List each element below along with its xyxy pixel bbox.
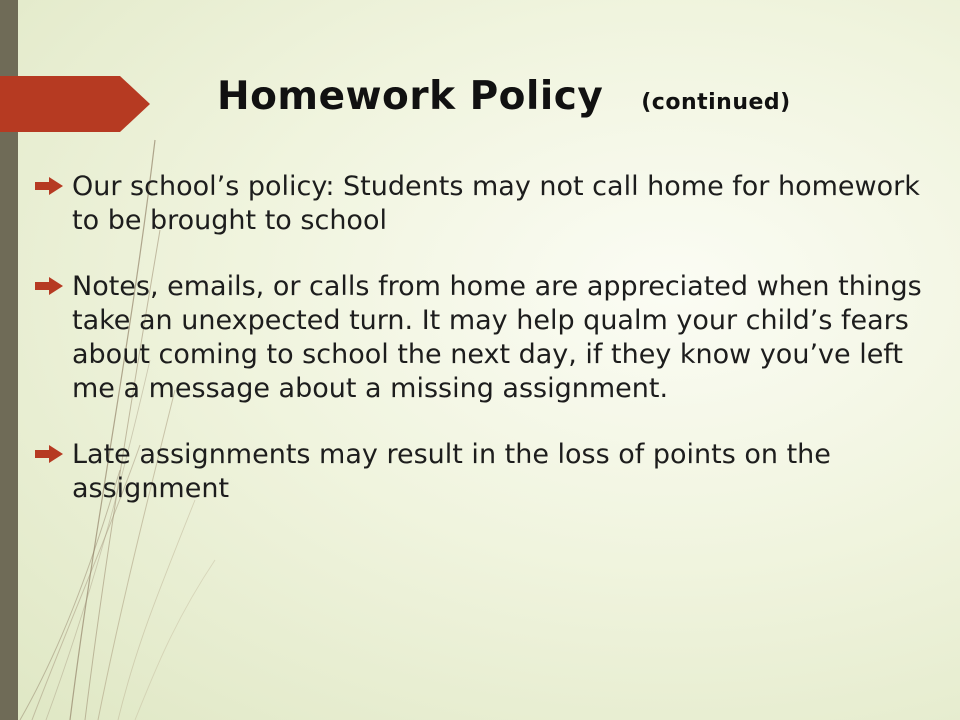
slide-title: Homework Policy <box>217 74 604 119</box>
title-accent-tab <box>0 76 150 132</box>
bullet-item <box>34 170 934 238</box>
bullet-list <box>34 170 934 538</box>
bullet-text-3: Late assignments may result in the loss of points on the assignment <box>72 439 831 504</box>
bullet-text-1: Our school’s policy: Students may not call home for homework to be brought to school <box>72 171 920 236</box>
bullet-item <box>34 438 934 506</box>
slide-title-group <box>217 74 791 119</box>
bullet-text-2: Notes, emails, or calls from home are appreciated when things take an unexpected turn. It may help qualm your child’s fears about coming to school the next day, if they know you’ve left me a message about a missing assignment. <box>72 271 922 404</box>
slide-subtitle: (continued) <box>641 90 791 115</box>
arrow-icon <box>34 444 64 464</box>
arrow-icon <box>34 276 64 296</box>
bullet-item <box>34 270 934 406</box>
arrow-icon <box>34 176 64 196</box>
